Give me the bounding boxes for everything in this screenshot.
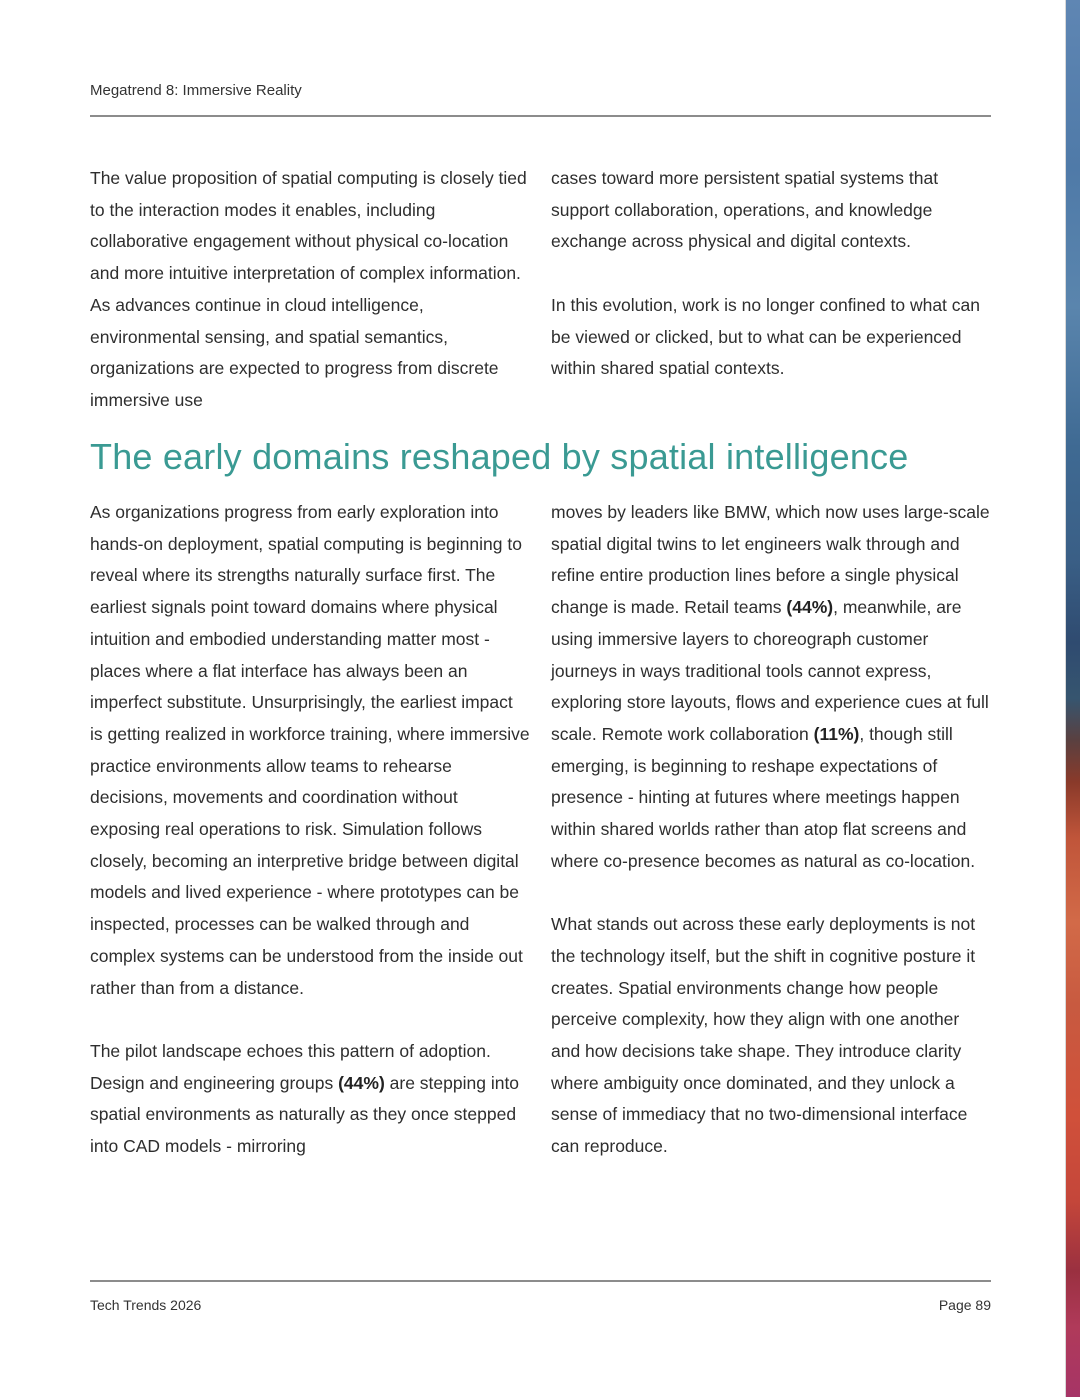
stat-highlight: (44%) (786, 597, 834, 618)
body-paragraph (90, 1036, 530, 1163)
text-run: moves by leaders like BMW, which now uses large-scale spatial digital twins to let engineers walk through and refine entire production lines before a single physical change is made. Retail teams (551, 502, 990, 618)
stat-highlight: (44%) (338, 1072, 385, 1093)
decorative-side-gradient-strip (1065, 0, 1080, 1397)
intro-paragraph: The value proposition of spatial computing is closely tied to the interaction modes it enables, including collaborative engagement without physical co-location and more intuitive interpretation of complex information. As advances continue in cloud intelligence, environmental sensing, and spatial semantics, organizations are expected to progress from discrete immersive use (90, 168, 527, 410)
intro-left-column (90, 163, 530, 417)
section-left-column (90, 497, 530, 1163)
text-run: are stepping into spatial environments as naturally as they once stepped into CAD models - mirroring (90, 1072, 520, 1157)
section-heading: The early domains reshaped by spatial intelligence (90, 436, 909, 477)
intro-paragraph: In this evolution, work is no longer confined to what can be viewed or clicked, but to what can be experienced within shared spatial contexts. (551, 294, 980, 379)
text-run: , though still emerging, is beginning to reshape expectations of presence - hinting at futures where meetings happen within shared worlds rather than atop flat screens and where co-presence becomes as natural as co-location. (551, 723, 976, 871)
intro-paragraph: cases toward more persistent spatial systems that support collaboration, operations, and knowledge exchange across physical and digital contexts. (551, 168, 939, 252)
page-number: Page 89 (938, 1297, 991, 1313)
footer-divider (90, 1280, 991, 1282)
body-paragraph: As organizations progress from early exploration into hands-on deployment, spatial computing is beginning to reveal where its strengths naturally surface first. The earliest signals point toward domains where physical intuition and embodied understanding matter most - places where a flat interface has always been an imperfect substitute. Unsurprisingly, the earliest impact is getting realized in workforce training, where immersive practice environments allow teams to rehearse decisions, movements and coordination without exposing real operations to risk. Simulation follows closely, becoming an interpretive bridge between digital models and lived experience - where prototypes can be inspected, processes can be walked through and complex systems can be understood from the inside out rather than from a distance. (90, 502, 530, 998)
body-paragraph (551, 497, 991, 877)
running-header: Megatrend 8: Immersive Reality (90, 82, 302, 99)
stat-highlight: (11%) (813, 723, 860, 744)
section-right-column (551, 497, 991, 1163)
footer-publication-title: Tech Trends 2026 (90, 1297, 202, 1313)
header-divider (90, 115, 991, 117)
text-run: , meanwhile, are using immersive layers to choreograph customer journeys in ways traditional tools cannot express, exploring store layouts, flows and experience cues at full scale. Remote work collaboration (551, 597, 989, 744)
intro-right-column (551, 163, 991, 385)
body-paragraph: What stands out across these early deployments is not the technology itself, but the shift in cognitive posture it creates. Spatial environments change how people perceive complexity, how they align with one another and how decisions take shape. They introduce clarity where ambiguity once dominated, and they unlock a sense of immediacy that no two-dimensional interface can reproduce. (551, 914, 976, 1157)
text-run: The pilot landscape echoes this pattern of adoption. Design and engineering groups (90, 1040, 491, 1093)
